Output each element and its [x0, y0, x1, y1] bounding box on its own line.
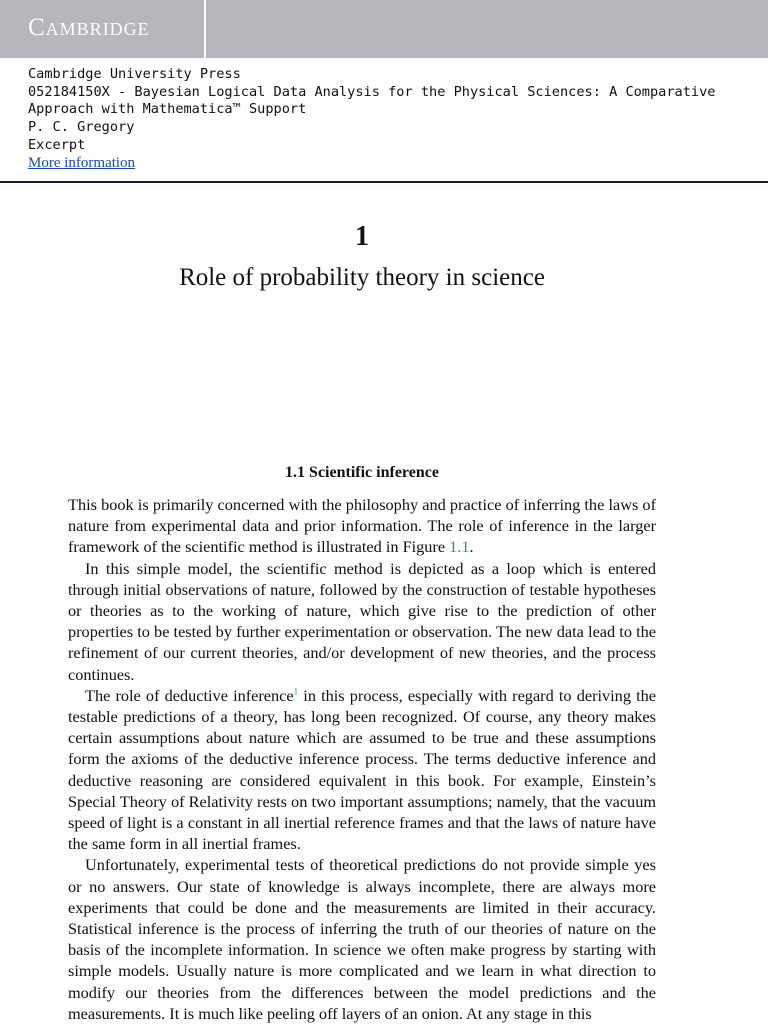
more-information-link[interactable]: More information — [28, 154, 136, 171]
chapter-number: 1 — [355, 221, 369, 252]
paragraph-2: In this simple model, the scientific method is depicted as a loop which is entered through initial observations of nature, followed by the construction of testable hypotheses or theories as to the working of nature, which give rise to the prediction of other properties to be tested by further experimentation or observation. The new data lead to the refinement of our current theories, and/or development of new theories, and the process continues. — [68, 558, 656, 684]
excerpt-label: Excerpt — [28, 136, 86, 153]
publisher-banner — [0, 0, 768, 58]
isbn-title-line-2: Approach with Mathematica™ Support — [28, 101, 307, 118]
author-name: P. C. Gregory — [28, 119, 135, 136]
isbn-title-line-1: 052184150X - Bayesian Logical Data Analysis for the Physical Sciences: A Comparative — [28, 83, 716, 100]
section-heading: 1.1 Scientific inference — [285, 464, 439, 481]
chapter-title: Role of probability theory in science — [179, 264, 545, 291]
header-rule — [0, 181, 768, 183]
paragraph-3: The role of deductive inference$^1$ in this process, especially with regard to deriving the testable predictions of a theory, has long been recognized. Of course, any theory makes certain assumptions about nature which are assumed to be true and these assumptions form the axioms of the deductive inference process. The terms deductive inference and deductive reasoning are considered equivalent in this book. For example, Einstein’s Special Theory of Relativity rests on two important assumptions; namely, that the vacuum speed of light is a constant in all inertial reference frames and that the laws of nature have the same form in all inertial frames. — [68, 685, 657, 854]
body-text — [68, 494, 656, 1024]
paragraph-1: This book is primarily concerned with the philosophy and practice of inferring the laws of nature from experimental data and prior information. The role of inference in the larger framework of the scientific method is illustrated in Figure 1.1. — [68, 495, 656, 557]
paragraph-4: Unfortunately, experimental tests of theoretical predictions do not provide simple yes or no answers. Our state of knowledge is always incomplete, there are always more experiments that could be done and the measurements are limited in their accuracy. Statistical inference is the process of inferring the truth of our theories of nature on the basis of the incomplete information. In science we often make progress by starting with simple models. Usually nature is more complicated and we learn in what direction to modify our theories from the differences between the model predictions and the measurements. It is much like peeling off layers of an onion. At any stage in this — [68, 855, 656, 1023]
book-metadata — [28, 66, 748, 172]
banner-divider — [204, 0, 206, 58]
footnote-marker[interactable]: 1 — [293, 686, 299, 697]
publisher-name: Cambridge University Press — [28, 66, 241, 82]
figure-reference-link[interactable]: 1.1 — [449, 537, 470, 557]
cambridge-logo[interactable]: Cambridge — [28, 14, 150, 41]
